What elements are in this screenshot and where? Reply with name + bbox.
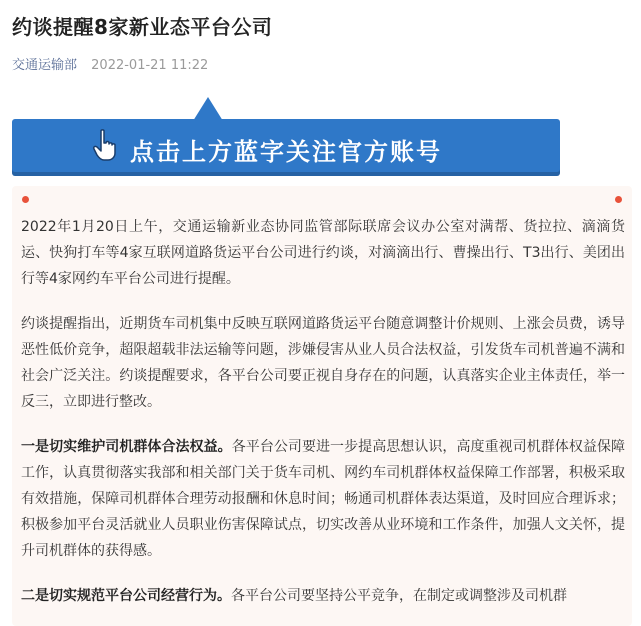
paragraph-3-lead: 一是切实维护司机群体合法权益。 xyxy=(21,439,232,455)
paragraph-3 xyxy=(21,434,625,564)
publish-date: 2022-01-21 11:22 xyxy=(91,58,209,73)
pointing-hand-icon xyxy=(92,129,118,161)
paragraph-1: 2022年1月20日上午，交通运输新业态协同监管部际联席会议办公室对满帮、货拉拉、滴滴货运、快狗打车等4家互联网道路货运平台公司进行约谈，对滴滴出行、曹操出行、T3出行、美团出行等4家网约车平台公司进行提醒。 xyxy=(21,219,625,287)
decoration-dot-left xyxy=(22,196,29,203)
paragraph-4 xyxy=(21,583,625,609)
paragraph-4-body: 各平台公司要坚持公平竞争，在制定或调整涉及司机群 xyxy=(231,588,567,604)
paragraph-3-body: 各平台公司要进一步提高思想认识，高度重视司机群体权益保障工作，认真贯彻落实我部和相关部门关于货车司机、网约车司机群体权益保障工作部署，积极采取有效措施，保障司机群体合理劳动报酬和休息时间；畅通司机群体表达渠道，及时回应合理诉求；积极参加平台灵活就业人员职业伤害保障试点，切实改善从业环境和工作条件，加强人文关怀，提升司机群体的获得感。 xyxy=(21,439,626,559)
banner-text: 点击上方蓝字关注官方账号 xyxy=(130,138,442,166)
account-name-link[interactable]: 交通运输部 xyxy=(12,58,78,73)
paragraph-4-lead: 二是切实规范平台公司经营行为。 xyxy=(21,588,231,604)
article-meta xyxy=(12,54,208,73)
banner-arrow xyxy=(193,97,223,121)
article-content xyxy=(12,186,632,626)
decoration-dot-right xyxy=(615,196,622,203)
article-title: 约谈提醒8家新业态平台公司 xyxy=(12,15,273,39)
follow-banner[interactable] xyxy=(12,119,560,176)
paragraph-2: 约谈提醒指出，近期货车司机集中反映互联网道路货运平台随意调整计价规则、上涨会员费，诱导恶性低价竞争，超限超载非法运输等问题，涉嫌侵害从业人员合法权益，引发货车司机普遍不满和社会广泛关注。约谈提醒要求，各平台公司要正视自身存在的问题，认真落实企业主体责任，举一反三，立即进行整改。 xyxy=(21,316,625,410)
